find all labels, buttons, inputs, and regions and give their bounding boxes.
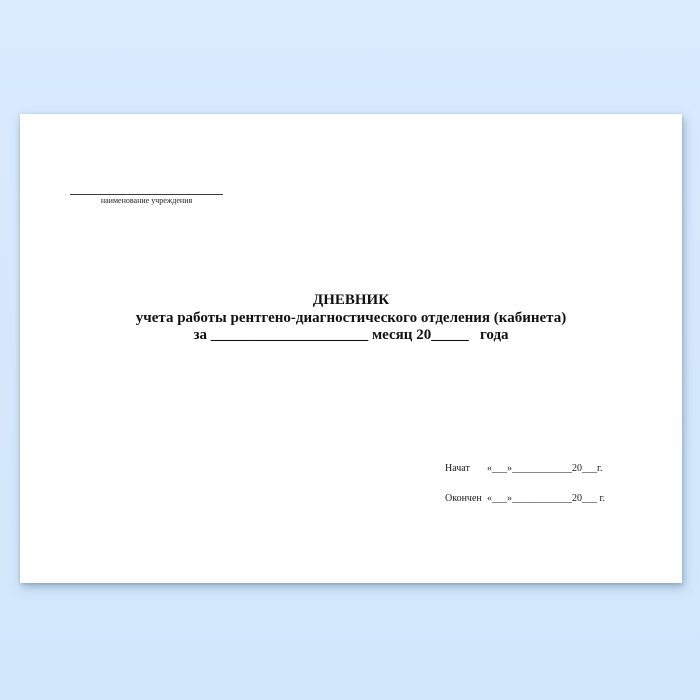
institution-name-caption: наименование учреждения bbox=[100, 196, 193, 205]
journal-period-line: за _____________________ месяц 20_____ года bbox=[193, 327, 509, 343]
dates-block bbox=[445, 463, 605, 523]
date-row-started bbox=[445, 463, 605, 475]
letterhead bbox=[70, 194, 223, 205]
finished-label: Окончен bbox=[445, 493, 482, 504]
date-row-finished bbox=[445, 493, 605, 505]
finished-blank-value: «___»____________20___ г. bbox=[487, 493, 605, 504]
journal-cover-page bbox=[20, 114, 682, 583]
title-block bbox=[20, 292, 682, 345]
institution-name-blank-line bbox=[70, 194, 223, 195]
started-blank-value: «___»____________20___г. bbox=[487, 463, 603, 474]
journal-subtitle: учета работы рентгено-диагностического отделения (кабинета) bbox=[135, 309, 567, 326]
started-label: Начат bbox=[445, 463, 470, 474]
journal-title: ДНЕВНИК bbox=[312, 292, 390, 308]
